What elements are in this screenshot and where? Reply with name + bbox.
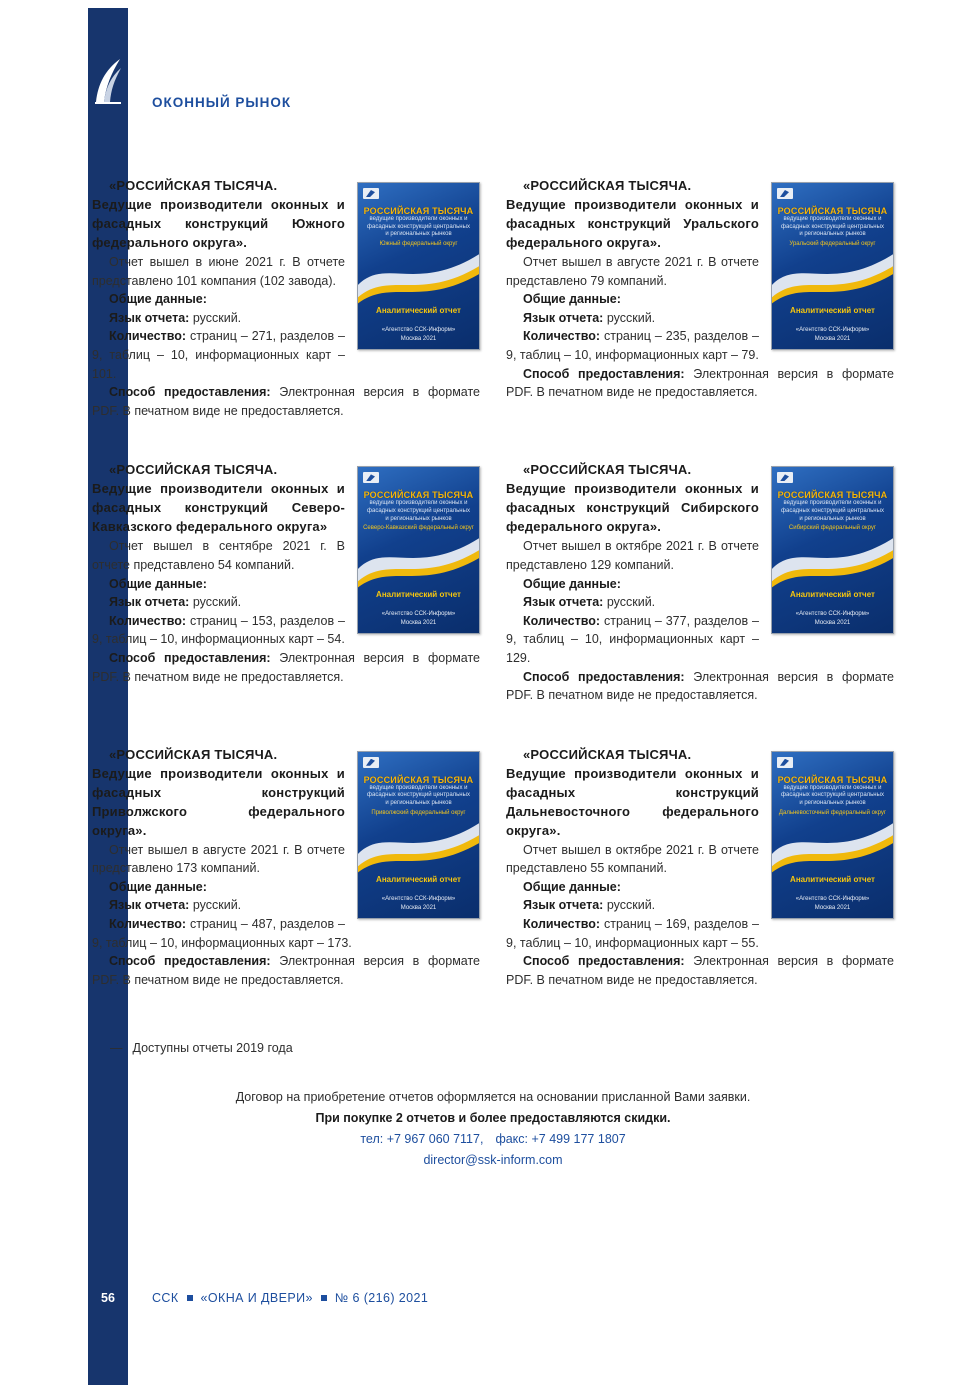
section-title: ОКОННЫЙ РЫНОК [152,95,292,110]
report-intro-text: Отчет вышел в августе 2021 г. В отчете представлено 173 компаний. [92,842,345,876]
language-label: Язык отчета: [109,310,190,325]
quantity-label: Количество: [109,329,187,344]
cover-city-year: Москва 2021 [814,336,851,342]
cover-agency-name: «Агентство ССК-Информ» [381,611,456,618]
delivery-label: Способ предоставления: [523,669,685,684]
language-value: русский. [603,898,656,913]
general-data-label: Общие данные: [109,292,207,307]
report-title-rest: Ведущие производители оконных и фасадных конструкций Сибирского федерального округа». [506,481,759,535]
cover-agency-logo-icon [363,757,379,768]
cover-swoosh-graphic [772,816,893,874]
report-intro-text: Отчет вышел в октябре 2021 г. В отчете представлено 55 компаний. [506,842,759,876]
cover-brand-title: РОССИЙСКАЯ ТЫСЯЧА [777,206,888,216]
cover-agency-logo-icon [777,757,793,768]
report-cover-thumbnail [357,466,480,634]
delivery-value: Электронная версия в формате PDF. В печатном виде не предоставляется. [92,650,481,684]
report-card [506,460,894,704]
language-label: Язык отчета: [523,595,604,610]
report-delivery-line [92,952,480,989]
cover-swoosh-graphic [358,531,479,589]
quantity-label: Количество: [523,917,601,932]
delivery-value: Электронная версия в формате PDF. В печатном виде не предоставляется. [506,366,895,400]
quantity-label: Количество: [523,329,601,344]
report-title-rest: Ведущие производители оконных и фасадных конструкций Северо-Кавказского федерального округа» [92,481,345,535]
cover-region-line: Южный федеральный округ [379,241,458,247]
report-title-rest: Ведущие производители оконных и фасадных конструкций Приволжского федерального округа». [92,765,345,838]
cover-analytic-label: Аналитический отчет [376,306,461,315]
cover-swoosh-graphic [772,531,893,589]
delivery-value: Электронная версия в формате PDF. В печатном виде не предоставляется. [92,954,481,987]
publisher-logo-icon [93,54,123,106]
footer-journal-line [152,1291,428,1305]
general-data-label: Общие данные: [523,576,621,591]
cover-city-year: Москва 2021 [400,336,437,342]
quantity-value: страниц – 271, разделов – 9, таблиц – 10, информационных карт – 101. [92,329,345,381]
cover-city-year: Москва 2021 [400,904,437,911]
cover-city-year: Москва 2021 [814,620,851,627]
cover-agency-name: «Агентство ССК-Информ» [381,327,456,333]
report-title-rest: Ведущие производители оконных и фасадных конструкций Дальневосточного федерального округа». [506,765,759,838]
cover-agency-logo-icon [363,472,379,483]
delivery-value: Электронная версия в формате PDF. В печатном виде не предоставляется. [506,669,895,703]
general-data-label: Общие данные: [523,879,621,894]
cover-agency-logo-icon [777,188,793,199]
delivery-label: Способ предоставления: [109,954,271,969]
delivery-value: Электронная версия в формате PDF. В печатном виде не предоставляется. [506,954,895,987]
cover-region-line: Приволжский федеральный округ [371,809,466,816]
contact-email[interactable]: director@ssk-inform.com [423,1153,563,1168]
report-title-line1: «РОССИЙСКАЯ ТЫСЯЧА. [523,178,692,193]
report-quantity-line [506,915,894,952]
report-card [506,176,894,420]
quantity-label: Количество: [523,613,601,628]
cover-agency-logo-icon [777,472,793,483]
square-separator-icon [321,1295,327,1301]
contact-discount-line: При покупке 2 отчетов и более предоставляются скидки. [315,1111,671,1126]
report-title-line1: «РОССИЙСКАЯ ТЫСЯЧА. [109,178,278,193]
contact-phone: тел: +7 967 060 7117, [360,1132,484,1147]
cover-analytic-label: Аналитический отчет [376,590,461,600]
general-data-label: Общие данные: [523,292,621,307]
contact-fax: факс: +7 499 177 1807 [495,1132,626,1147]
footer-issue: № 6 (216) 2021 [334,1291,429,1305]
delivery-label: Способ предоставления: [523,366,685,381]
quantity-value: страниц – 235, разделов – 9, таблиц – 10, информационных карт – 79. [506,329,759,362]
contact-order-line: Договор на приобретение отчетов оформляется на основании присланной Вами заявки. [235,1090,751,1105]
cover-brand-title: РОССИЙСКАЯ ТЫСЯЧА [777,490,888,501]
cover-agency-name: «Агентство ССК-Информ» [795,895,870,902]
report-cover-thumbnail [771,182,894,350]
quantity-value: страниц – 487, разделов – 9, таблиц – 10, информационных карт – 173. [92,917,352,950]
report-delivery-line [506,668,894,705]
report-delivery-line [506,365,894,402]
report-intro-text: Отчет вышел в июне 2021 г. В отчете представлено 101 компания (102 завода). [92,255,345,288]
cover-city-year: Москва 2021 [814,904,851,911]
cover-subtitle: ведущие производители оконных и фасадных конструкций центральных и региональных рынков [367,216,470,238]
delivery-value: Электронная версия в формате PDF. В печатном виде не предоставляется. [92,385,481,418]
page-number: 56 [101,1291,115,1305]
square-separator-icon [187,1295,193,1301]
cover-subtitle: ведущие производители оконных и фасадных конструкций центральных и региональных рынков [781,500,884,522]
delivery-label: Способ предоставления: [109,650,271,665]
footer-journal-name: «ОКНА И ДВЕРИ» [200,1291,313,1305]
report-delivery-line [92,649,480,686]
language-label: Язык отчета: [523,898,604,913]
report-card [506,745,894,990]
report-cover-thumbnail [357,751,480,919]
cover-swoosh-graphic [358,816,479,874]
cover-brand-title: РОССИЙСКАЯ ТЫСЯЧА [363,490,474,501]
cover-region-line: Сибирский федеральный округ [788,525,877,532]
cover-region-line: Дальневосточный федеральный округ [778,809,887,816]
quantity-label: Количество: [109,613,187,628]
reports-grid [92,176,894,989]
general-data-label: Общие данные: [109,879,207,894]
note-text: Доступны отчеты 2019 года [132,1041,293,1056]
cover-agency-logo-icon [363,188,379,199]
cover-analytic-label: Аналитический отчет [790,590,875,600]
report-cover-thumbnail [357,182,480,350]
report-title-line1: «РОССИЙСКАЯ ТЫСЯЧА. [109,746,278,762]
report-card [92,745,480,990]
report-cover-thumbnail [771,466,894,634]
quantity-label: Количество: [109,917,187,932]
cover-analytic-label: Аналитический отчет [376,874,461,884]
report-card [92,460,480,704]
cover-brand-title: РОССИЙСКАЯ ТЫСЯЧА [777,774,888,785]
cover-brand-title: РОССИЙСКАЯ ТЫСЯЧА [363,206,474,216]
report-title-line1: «РОССИЙСКАЯ ТЫСЯЧА. [109,462,278,478]
report-intro-text: Отчет вышел в августе 2021 г. В отчете представлено 79 компаний. [506,255,759,288]
delivery-label: Способ предоставления: [523,954,685,969]
report-cover-thumbnail [771,751,894,919]
report-intro-text: Отчет вышел в сентябре 2021 г. В отчете представлено 54 компаний. [92,539,345,572]
cover-agency-name: «Агентство ССК-Информ» [795,327,870,333]
report-title-line1: «РОССИЙСКАЯ ТЫСЯЧА. [523,462,692,478]
footer-publisher: ССК [152,1291,179,1305]
language-label: Язык отчета: [109,898,190,913]
cover-subtitle: ведущие производители оконных и фасадных конструкций центральных и региональных рынков [781,216,884,238]
cover-brand-title: РОССИЙСКАЯ ТЫСЯЧА [363,774,474,785]
contact-phone-fax-line [92,1129,894,1150]
language-value: русский. [603,595,656,610]
general-data-label: Общие данные: [109,576,207,591]
language-value: русский. [189,898,242,913]
contact-block [92,1087,894,1171]
note-dash: — [110,1041,123,1056]
report-delivery-line [506,952,894,989]
report-quantity-line [92,915,480,952]
report-card [92,176,480,420]
page-content [92,176,894,1171]
cover-subtitle: ведущие производители оконных и фасадных конструкций центральных и региональных рынков [367,500,470,522]
cover-subtitle: ведущие производители оконных и фасадных конструкций центральных и региональных рынков [367,784,470,806]
report-title-rest: Ведущие производители оконных и фасадных конструкций Уральского федерального округа». [506,197,759,250]
report-title-line1: «РОССИЙСКАЯ ТЫСЯЧА. [523,746,692,762]
cover-city-year: Москва 2021 [400,620,437,627]
report-intro-text: Отчет вышел в октябре 2021 г. В отчете представлено 129 компаний. [506,539,759,572]
delivery-label: Способ предоставления: [109,385,271,400]
language-label: Язык отчета: [523,310,604,325]
report-delivery-line [92,383,480,420]
note-2019-reports [110,1041,894,1055]
language-label: Язык отчета: [109,595,190,610]
cover-swoosh-graphic [358,247,479,305]
cover-agency-name: «Агентство ССК-Информ» [381,895,456,902]
language-value: русский. [189,595,242,610]
cover-subtitle: ведущие производители оконных и фасадных конструкций центральных и региональных рынков [781,784,884,806]
quantity-value: страниц – 153, разделов – 9, таблиц – 10, информационных карт – 54. [92,613,345,647]
cover-analytic-label: Аналитический отчет [790,306,875,315]
language-value: русский. [603,310,656,325]
cover-swoosh-graphic [772,247,893,305]
cover-analytic-label: Аналитический отчет [790,874,875,884]
report-title-rest: Ведущие производители оконных и фасадных конструкций Южного федерального округа». [92,197,345,250]
cover-agency-name: «Агентство ССК-Информ» [795,611,870,618]
cover-region-line: Уральский федеральный округ [789,241,876,247]
language-value: русский. [189,310,242,325]
quantity-value: страниц – 169, разделов – 9, таблиц – 10, информационных карт – 55. [506,917,759,950]
cover-region-line: Северо-Кавказский федеральный округ [363,525,474,532]
quantity-value: страниц – 377, разделов – 9, таблиц – 10, информационных карт – 129. [506,613,759,665]
